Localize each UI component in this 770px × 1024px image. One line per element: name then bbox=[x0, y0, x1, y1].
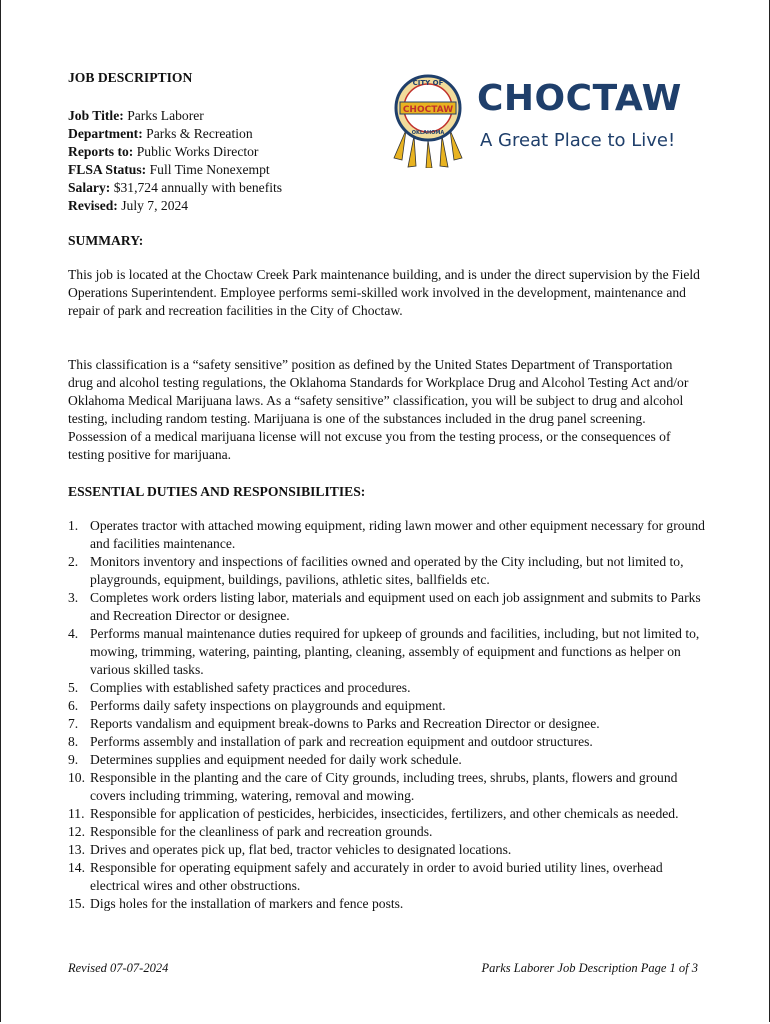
list-item: 15. Digs holes for the installation of markers and fence posts. bbox=[68, 896, 404, 911]
summary-heading: SUMMARY: bbox=[68, 233, 144, 248]
list-item: 12. Responsible for the cleanliness of park and recreation grounds. bbox=[68, 824, 433, 839]
summary-paragraph-1: This job is located at the Choctaw Creek Park maintenance building, and is under the direct supervision by the Field Operations Superintendent. Employee performs semi-skilled work involved in the development, maintenance and repair of park and recreation facilities in the City of Choctaw. bbox=[68, 267, 700, 318]
svg-text:OKLAHOMA: OKLAHOMA bbox=[411, 130, 445, 136]
list-item: 9. Determines supplies and equipment needed for daily work schedule. bbox=[68, 752, 462, 767]
list-item: 1. Operates tractor with attached mowing equipment, riding lawn mower and other equipment necessary for ground and facilities maintenance. bbox=[68, 518, 705, 551]
list-item: 11. Responsible for application of pesticides, herbicides, insecticides, fertilizers, and other chemicals as needed. bbox=[68, 806, 679, 821]
flsa-status-row: FLSA Status: Full Time Nonexempt bbox=[68, 162, 270, 177]
revised-row: Revised: July 7, 2024 bbox=[68, 198, 189, 213]
salary-row: Salary: $31,724 annually with benefits bbox=[68, 180, 283, 195]
svg-text:CHOCTAW: CHOCTAW bbox=[402, 105, 454, 115]
department-row: Department: Parks & Recreation bbox=[68, 126, 253, 141]
list-item: 3. Completes work orders listing labor, materials and equipment used on each job assignment and submits to Parks and Recreation Director or designee. bbox=[68, 590, 701, 623]
document-title: JOB DESCRIPTION bbox=[68, 70, 193, 85]
footer-revised: Revised 07-07-2024 bbox=[68, 961, 169, 975]
svg-text:CITY OF: CITY OF bbox=[412, 79, 444, 87]
list-item: 13. Drives and operates pick up, flat bed, tractor vehicles to designated locations. bbox=[68, 842, 512, 857]
list-item: 8. Performs assembly and installation of park and recreation equipment and outdoor structures. bbox=[68, 734, 593, 749]
duties-list bbox=[68, 517, 708, 913]
job-title-row: Job Title: Parks Laborer bbox=[68, 108, 204, 123]
list-item: 6. Performs daily safety inspections on playgrounds and equipment. bbox=[68, 698, 446, 713]
list-item: 14. Responsible for operating equipment safely and accurately in order to avoid buried utility lines, overhead electrical wires and other obstructions. bbox=[68, 860, 663, 893]
footer-page-info: Parks Laborer Job Description Page 1 of 3 bbox=[481, 961, 698, 975]
brand-tagline: A Great Place to Live! bbox=[480, 130, 676, 151]
list-item: 7. Reports vandalism and equipment break-downs to Parks and Recreation Director or designee. bbox=[68, 716, 600, 731]
list-item: 4. Performs manual maintenance duties required for upkeep of grounds and facilities, including, but not limited to, mowing, trimming, watering, painting, planting, cleaning, assembly of equipment and functions as helper on various skilled tasks. bbox=[68, 626, 700, 677]
job-meta bbox=[68, 107, 282, 215]
summary-paragraph-2: This classification is a “safety sensitive” position as defined by the United States Department of Transportation drug and alcohol testing regulations, the Oklahoma Standards for Workplace Drug and Alcohol Testing Act and/or Oklahoma Medical Marijuana laws. As a “safety sensitive” classification, you will be subject to drug and alcohol testing, including random testing. Marijuana is one of the substances included in the drug panel screening. Possession of a medical marijuana license will not excuse you from the testing process, or the consequences of testing positive for marijuana. bbox=[68, 357, 689, 462]
reports-to-row: Reports to: Public Works Director bbox=[68, 144, 259, 159]
list-item: 5. Complies with established safety practices and procedures. bbox=[68, 680, 411, 695]
brand-name: CHOCTAW bbox=[477, 78, 682, 119]
list-item: 2. Monitors inventory and inspections of facilities owned and operated by the City including, but not limited to, playgrounds, equipment, buildings, pavilions, athletic sites, ballfields etc. bbox=[68, 554, 684, 587]
list-item: 10. Responsible in the planting and the care of City grounds, including trees, shrubs, plants, flowers and ground covers including trimming, watering, removal and mowing. bbox=[68, 770, 678, 803]
duties-heading: ESSENTIAL DUTIES AND RESPONSIBILITIES: bbox=[68, 484, 366, 499]
